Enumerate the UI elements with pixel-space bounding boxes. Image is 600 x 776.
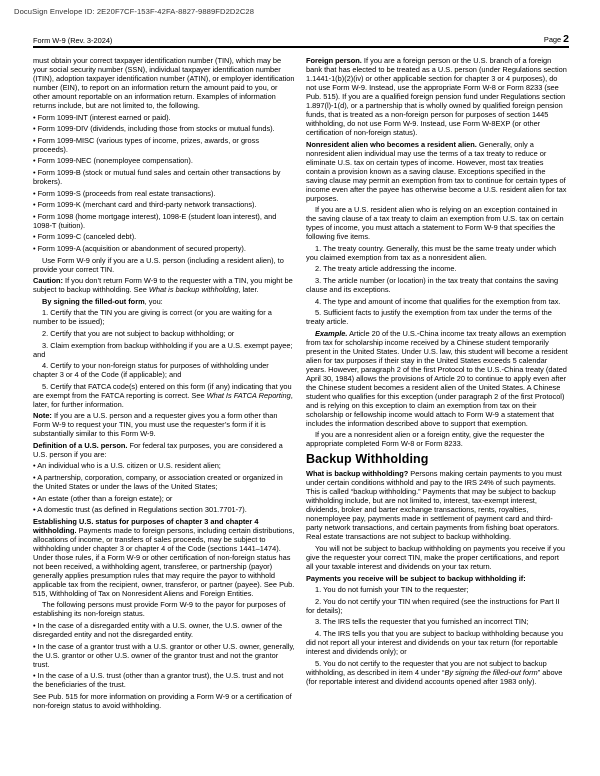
paragraph [306,329,568,428]
text-run: 1. You do not furnish your TIN to the requester; [315,585,469,595]
paragraph [306,574,568,583]
paragraph [306,597,568,615]
text-run: , later, for further information. [33,390,293,409]
paragraph [306,659,568,686]
two-column-body [33,56,569,712]
page-header [33,33,569,48]
paragraph [33,256,295,274]
paragraph [33,329,295,338]
text-run: • A partnership, corporation, company, or association created or organized in the United States or under the laws of the United States; [33,473,283,492]
text-run: • Form 1099-INT (interest earned or paid). [33,112,171,122]
text-run: • In the case of a disregarded entity with a U.S. owner, the U.S. owner of the disregarded entity and not the disregarded entity. [33,621,283,640]
text-run: 5. Sufficient facts to justify the exemption from tax under the terms of the treaty article. [306,308,552,327]
paragraph [306,308,568,326]
paragraph [33,361,295,379]
text-run: • An estate (other than a foreign estate); or [33,493,173,503]
text-run: Generally, only a nonresident alien individual may use the terms of a tax treaty to reduce or eliminate U.S. tax on certain types of income. However, most tax treaties contain a provision known as a saving clause. Exceptions specified in the saving clause may permit an exemption from tax to continue for certain types of income even after the payee has otherwise become a U.S. resident alien for tax purposes. [306,139,567,203]
text-run: 2. You do not certify your TIN when required (see the instructions for Part II for details); [306,596,560,615]
text-run: 5. Certify that FATCA code(s) entered on this form (if any) indicating that you are exempt from the FATCA reporting is correct. See [33,381,292,400]
text-run: Backup Withholding [306,452,429,467]
paragraph [306,430,568,448]
paragraph [306,140,568,203]
text-run: Payments you receive will be subject to backup withholding if: [306,573,526,583]
paragraph [306,544,568,571]
paragraph [33,692,295,710]
bullet-paragraph [33,189,295,198]
form-title: Form W-9 (Rev. 3-2024) [33,36,113,45]
text-run: If you don’t return Form W-9 to the requester with a TIN, you might be subject to backup withholding. See [33,276,293,295]
text-run: • In the case of a U.S. trust (other than a grantor trust), the U.S. trust and not the beneficiaries of the trust. [33,671,284,690]
paragraph [33,411,295,438]
text-run: If you are a nonresident alien or a foreign entity, give the requester the appropriate completed Form W-8 or Form 8233. [306,430,545,449]
text-run: , you: [144,296,163,306]
bullet-paragraph [33,168,295,186]
page-number: 2 [563,33,569,45]
text-run: 4. The IRS tells you that you are subject to backup withholding because you did not report all your interest and dividends on your tax return (for reportable interest and dividends only); or [306,628,564,656]
text-run: • Form 1099-MISC (various types of income, prizes, awards, or gross proceeds). [33,135,260,154]
text-run: By signing the filled-out form [444,667,538,677]
text-run: , later. [238,285,259,295]
text-run: Article 20 of the U.S.-China income tax treaty allows an exemption from tax for scholarship income received by a Chinese student temporarily present in the United States. Under U.S. law, this student will become a resident alien for tax purposes if their stay in the United States exceeds 5 calendar years. However, paragraph 2 of the first Protocol to the U.S.-China treaty (dated April 30, 1984) allows the provisions of Article 20 to continue to apply even after the Chinese student becomes a resident alien of the United States. A Chinese student who qualifies for this exception (under paragraph 2 of the first Protocol) and is relying on this exception to claim an exemption from tax on their scholarship or fellowship income would attach to Form W-9 a statement that includes the information described above to support that exemption. [306,328,568,428]
text-run: What is backup withholding? [306,469,409,479]
text-run: 2. The treaty article addressing the income. [315,264,457,274]
paragraph [33,441,295,459]
text-run: • An individual who is a U.S. citizen or U.S. resident alien; [33,461,221,471]
text-run: For federal tax purposes, you are considered a U.S. person if you are: [33,440,283,459]
paragraph [306,264,568,273]
bullet-paragraph [33,473,295,491]
text-run: Foreign person. [306,56,362,65]
text-run: 5. You do not certify to the requester that you are not subject to backup withholding, as described in item 4 under “ [306,658,547,677]
text-run: Note: [33,411,52,421]
text-run: 3. The article number (or location) in the tax treaty that contains the saving clause and its exceptions. [306,275,559,294]
paragraph [306,469,568,541]
text-run: 2. Certify that you are not subject to backup withholding; or [42,328,235,338]
text-run: • Form 1099-S (proceeds from real estate transactions). [33,188,216,198]
paragraph [306,276,568,294]
page-indicator [544,33,569,45]
bullet-paragraph [33,671,295,689]
right-column [306,56,568,712]
text-run: Nonresident alien who becomes a resident alien. [306,139,477,149]
text-run: 4. The type and amount of income that qualifies for the exemption from tax. [315,296,561,306]
bullet-paragraph [33,642,295,669]
text-run: must obtain your correct taxpayer identification number (TIN), which may be your social security number (SSN), individual taxpayer identification number (ITIN), adoption taxpayer identification number (ATIN), or employer identification number (EIN), to report on an information return the amount paid to you, or other amount reportable on an information return. Examples of information returns include, but are not limited to, the following. [33,56,295,110]
bullet-paragraph [33,244,295,253]
bullet-paragraph [33,113,295,122]
bullet-paragraph [33,136,295,154]
text-run: • Form 1099-NEC (nonemployee compensation). [33,156,193,166]
paragraph [306,56,568,137]
text-run: • A domestic trust (as defined in Regulations section 301.7701-7). [33,505,247,515]
bullet-paragraph [33,461,295,470]
paragraph [306,629,568,656]
text-run: 3. Claim exemption from backup withholding if you are a U.S. exempt payee; and [33,340,293,359]
paragraph [306,205,568,241]
paragraph [306,244,568,262]
text-run: Payments made to foreign persons, including certain distributions, allocations of income, or transfers of sales proceeds, may be subject to withholding under chapter 3 or chapter 4 of the Code (sections 1441–1474). Under those rules, if a Form W-9 or other certification of non-foreign status has not been received, a withholding agent, transferee, or partnership (payor) generally applies presumption rules that may require the payor to withhold applicable tax from the recipient, owner, transferor, or partner (payee). See Pub. 515, Withholding of Tax on Nonresident Aliens and Foreign Entities. [33,525,295,598]
paragraph [33,600,295,618]
text-run: • In the case of a grantor trust with a U.S. grantor or other U.S. owner, generally, the U.S. grantor or other U.S. owner of the grantor trust and not the grantor trust. [33,641,295,669]
text-run: 4. Certify to your non-foreign status for purposes of withholding under chapter 3 or 4 of the Code (if applicable); and [33,361,269,380]
text-run: • Form 1099-A (acquisition or abandonment of secured property). [33,243,246,253]
text-run: What Is FATCA Reporting [206,390,291,400]
text-run: See Pub. 515 for more information on providing a Form W-9 or a certification of non-foreign status to avoid withholding. [33,691,292,710]
paragraph [306,585,568,594]
text-run: You will not be subject to backup withholding on payments you receive if you give the requester your correct TIN, make the proper certifications, and report all your taxable interest and dividends on your tax return. [306,543,565,571]
text-run: By signing the filled-out form [42,296,145,306]
bullet-paragraph [33,621,295,639]
paragraph [33,308,295,326]
text-run: 3. The IRS tells the requester that you furnished an incorrect TIN; [315,617,529,627]
bullet-paragraph [33,156,295,165]
left-column [33,56,295,712]
bullet-paragraph [33,124,295,133]
paragraph [33,341,295,359]
bullet-paragraph [33,232,295,241]
text-run: What is backup withholding [148,285,239,295]
paragraph [306,297,568,306]
text-run: Use Form W-9 only if you are a U.S. person (including a resident alien), to provide your correct TIN. [33,255,284,274]
text-run: Caution: [33,276,63,286]
paragraph [33,276,295,294]
text-run: Establishing U.S. status for purposes of chapter 3 and chapter 4 withholding. [33,516,259,535]
text-run: Example. [315,328,348,338]
paragraph [33,382,295,409]
paragraph [33,297,295,306]
docusign-envelope-id: DocuSign Envelope ID: 2E20F7CF-153F-42FA-8827-9889FD2D2C28 [14,7,255,16]
text-run: Definition of a U.S. person. [33,440,128,450]
page-word: Page [543,35,562,44]
section-heading [306,452,568,466]
text-run: If you are a U.S. resident alien who is relying on an exception contained in the saving clause of a tax treaty to claim an exemption from U.S. tax on certain types of income, you must attach a statement to Form W-9 that specifies the following five items. [306,205,564,242]
text-run: • Form 1099-B (stock or mutual fund sales and certain other transactions by brokers). [33,167,281,186]
text-run: If you are a foreign person or the U.S. branch of a foreign bank that has elected to be treated as a U.S. person (under Regulations section 1.1441-1(b)(2)(iv) or other applicable section for chapter 3 or 4 purposes), do not use Form W-9. Instead, use the appropriate Form W-8 or Form 8233 (see Pub. 515). If you are a qualified foreign pension fund under Regulations section 1.897(l)-1(d), or a partnership that is wholly owned by qualified foreign pension funds, that is treated as a non-foreign person for purposes of section 1445 withholding, do not use Form W-9. Instead, use Form W-8EXP (or other certification of non-foreign status). [306,56,567,137]
text-run: • Form 1099-DIV (dividends, including those from stocks or mutual funds). [33,124,275,134]
text-run: Persons making certain payments to you must under certain conditions withhold and pay to the IRS 24% of such payments. This is called “backup withholding.” Payments that may be subject to backup withholding include, but are not limited to, interest, tax-exempt interest, dividends, broker and barter exchange transactions, rents, royalties, nonemployee pay, payments made in settlement of payment card and third-party network transactions, and certain payments from fishing boat operators. Real estate transactions are not subject to backup withholding. [306,469,562,542]
paragraph [33,56,295,110]
text-run: 1. Certify that the TIN you are giving is correct (or you are waiting for a number to be issued); [33,308,272,327]
text-run: 1. The treaty country. Generally, this must be the same treaty under which you claimed exemption from tax as a nonresident alien. [306,243,557,262]
bullet-paragraph [33,494,295,503]
text-run: If you are a U.S. person and a requester gives you a form other than Form W-9 to request your TIN, you must use the requester’s form if it is substantially similar to this Form W-9. [33,411,278,439]
paragraph [306,617,568,626]
text-run: • Form 1098 (home mortgage interest), 1098-E (student loan interest), and 1098-T (tuition). [33,211,277,230]
text-run: • Form 1099-K (merchant card and third-party network transactions). [33,200,257,210]
text-run: • Form 1099-C (canceled debt). [33,232,137,242]
paragraph [33,517,295,598]
text-run: The following persons must provide Form W-9 to the payor for purposes of establishing its non-foreign status. [33,600,286,619]
bullet-paragraph [33,212,295,230]
bullet-paragraph [33,505,295,514]
bullet-paragraph [33,200,295,209]
text-run: ” above (for reportable interest and dividend accounts opened after 1983 only). [306,667,563,686]
